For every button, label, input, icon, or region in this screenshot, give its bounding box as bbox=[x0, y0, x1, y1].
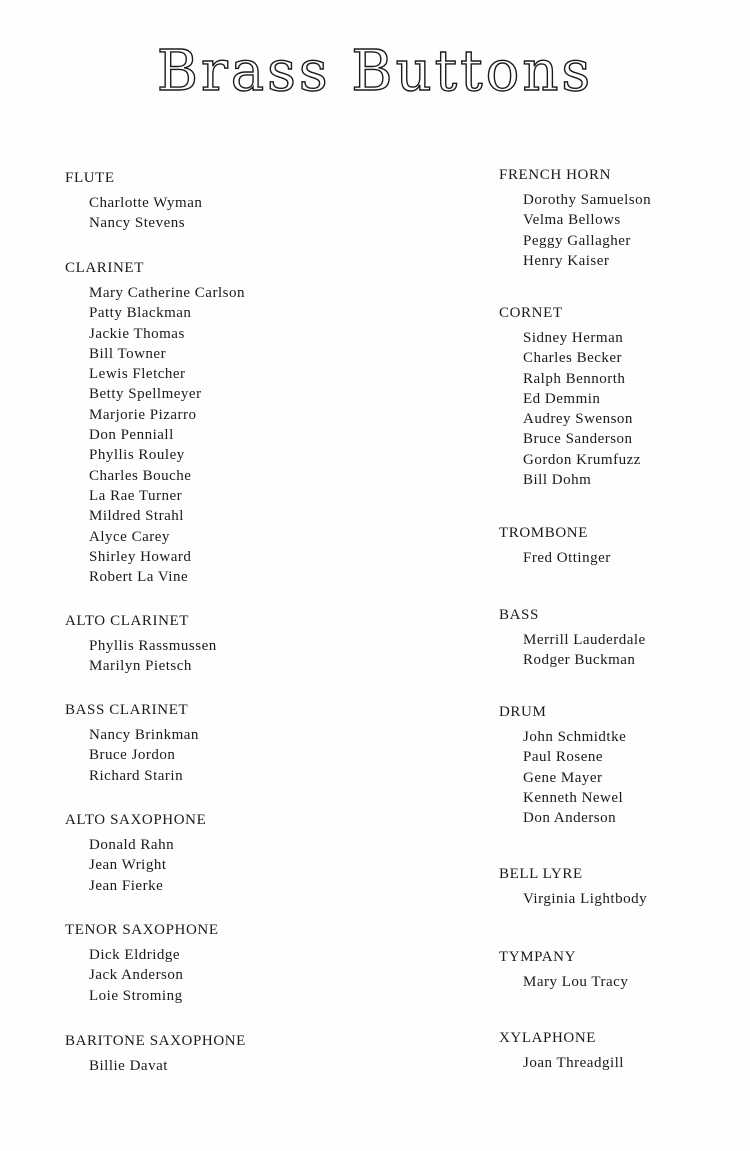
section-heading: ALTO SAXOPHONE bbox=[65, 812, 207, 828]
member-list bbox=[499, 972, 749, 992]
member-list bbox=[65, 1056, 315, 1076]
member-name: Joan Threadgill bbox=[523, 1055, 624, 1071]
member-name: Mildred Strahl bbox=[89, 508, 184, 525]
member-name: Alyce Carey bbox=[89, 528, 170, 545]
member-name: Ed Demmin bbox=[523, 390, 601, 407]
member-list bbox=[65, 283, 315, 587]
page-title: Brass Buttons bbox=[156, 39, 594, 104]
section-heading: TYMPANY bbox=[499, 949, 576, 965]
section-heading: TENOR SAXOPHONE bbox=[65, 922, 219, 938]
member-list bbox=[499, 727, 749, 828]
section-xylaphone bbox=[499, 1028, 749, 1073]
member-name: Phyllis Rassmussen bbox=[89, 638, 217, 654]
member-name: Richard Starin bbox=[89, 767, 184, 784]
member-name: Loie Stroming bbox=[89, 987, 183, 1004]
member-name: Nancy Brinkman bbox=[89, 727, 199, 743]
section-baritone-saxophone bbox=[65, 1031, 315, 1076]
section-drum bbox=[499, 702, 749, 828]
member-name: Don Anderson bbox=[523, 810, 617, 827]
section-heading: XYLAPHONE bbox=[499, 1030, 597, 1046]
member-name: Bill Towner bbox=[89, 345, 167, 362]
section-alto-clarinet bbox=[65, 611, 315, 677]
member-name: Jean Fierke bbox=[89, 877, 164, 894]
member-name: Fred Ottinger bbox=[523, 550, 611, 566]
member-name: Kenneth Newel bbox=[523, 789, 624, 806]
section-heading: FLUTE bbox=[65, 170, 115, 186]
member-list bbox=[65, 193, 315, 234]
member-name: Gene Mayer bbox=[523, 769, 603, 786]
member-name: Patty Blackman bbox=[89, 305, 192, 322]
section-cornet bbox=[499, 303, 749, 490]
member-name: Velma Bellows bbox=[523, 212, 621, 229]
member-name: Mary Catherine Carlson bbox=[89, 285, 245, 301]
member-name: Charlotte Wyman bbox=[89, 195, 203, 211]
section-bass-clarinet bbox=[65, 700, 315, 786]
section-heading: BASS CLARINET bbox=[65, 702, 189, 718]
member-name: Ralph Bennorth bbox=[523, 370, 626, 387]
member-name: Henry Kaiser bbox=[523, 252, 610, 269]
member-list bbox=[499, 889, 749, 909]
section-bass bbox=[499, 605, 749, 671]
member-name: Charles Bouche bbox=[89, 467, 192, 484]
member-name: Paul Rosene bbox=[523, 749, 604, 766]
member-name: Bill Dohm bbox=[523, 472, 592, 489]
member-name: Billie Davat bbox=[89, 1058, 168, 1074]
section-heading: TROMBONE bbox=[499, 525, 588, 541]
member-name: Lewis Fletcher bbox=[89, 366, 186, 383]
member-name: Don Penniall bbox=[89, 427, 174, 444]
member-list bbox=[499, 548, 749, 568]
member-list bbox=[65, 835, 315, 896]
section-heading: BASS bbox=[499, 607, 539, 623]
member-name: Betty Spellmeyer bbox=[89, 386, 202, 403]
section-heading: DRUM bbox=[499, 704, 547, 720]
member-name: Audrey Swenson bbox=[523, 411, 633, 428]
member-list bbox=[499, 328, 749, 490]
section-heading: FRENCH HORN bbox=[499, 167, 612, 183]
member-list bbox=[65, 636, 315, 677]
section-french-horn bbox=[499, 165, 749, 271]
member-list bbox=[65, 945, 315, 1006]
member-name: Shirley Howard bbox=[89, 548, 192, 565]
section-heading: CLARINET bbox=[65, 260, 144, 276]
member-name: Rodger Buckman bbox=[523, 652, 636, 669]
member-name: Jean Wright bbox=[89, 857, 167, 874]
member-name: La Rae Turner bbox=[89, 487, 183, 504]
section-tympany bbox=[499, 947, 749, 992]
section-clarinet bbox=[65, 258, 315, 587]
member-list bbox=[499, 630, 749, 671]
member-name: Jackie Thomas bbox=[89, 325, 185, 342]
member-name: Charles Becker bbox=[523, 350, 623, 367]
member-name: Dick Eldridge bbox=[89, 947, 181, 963]
member-list bbox=[499, 1053, 749, 1073]
section-tenor-saxophone bbox=[65, 920, 315, 1006]
member-name: Nancy Stevens bbox=[89, 215, 186, 232]
member-name: Bruce Jordon bbox=[89, 747, 176, 764]
member-name: Dorothy Samuelson bbox=[523, 192, 652, 208]
member-name: Robert La Vine bbox=[89, 569, 189, 586]
section-heading: ALTO CLARINET bbox=[65, 613, 190, 629]
section-alto-saxophone bbox=[65, 810, 315, 896]
section-heading: CORNET bbox=[499, 305, 563, 321]
member-name: Marilyn Pietsch bbox=[89, 658, 192, 675]
section-flute bbox=[65, 168, 315, 234]
member-name: Sidney Herman bbox=[523, 330, 624, 346]
member-list bbox=[65, 725, 315, 786]
member-name: Merrill Lauderdale bbox=[523, 632, 646, 648]
member-name: Virginia Lightbody bbox=[523, 891, 648, 907]
member-name: Gordon Krumfuzz bbox=[523, 451, 641, 468]
section-trombone bbox=[499, 523, 749, 568]
member-name: Marjorie Pizarro bbox=[89, 406, 197, 423]
member-name: Donald Rahn bbox=[89, 837, 175, 853]
member-name: Bruce Sanderson bbox=[523, 431, 633, 448]
member-name: Peggy Gallagher bbox=[523, 232, 631, 249]
member-name: Phyllis Rouley bbox=[89, 447, 185, 464]
section-bell-lyre bbox=[499, 864, 749, 909]
member-list bbox=[499, 190, 749, 271]
member-name: John Schmidtke bbox=[523, 729, 627, 745]
member-name: Mary Lou Tracy bbox=[523, 974, 629, 990]
section-heading: BELL LYRE bbox=[499, 866, 583, 882]
section-heading: BARITONE SAXOPHONE bbox=[65, 1033, 246, 1049]
member-name: Jack Anderson bbox=[89, 967, 184, 984]
